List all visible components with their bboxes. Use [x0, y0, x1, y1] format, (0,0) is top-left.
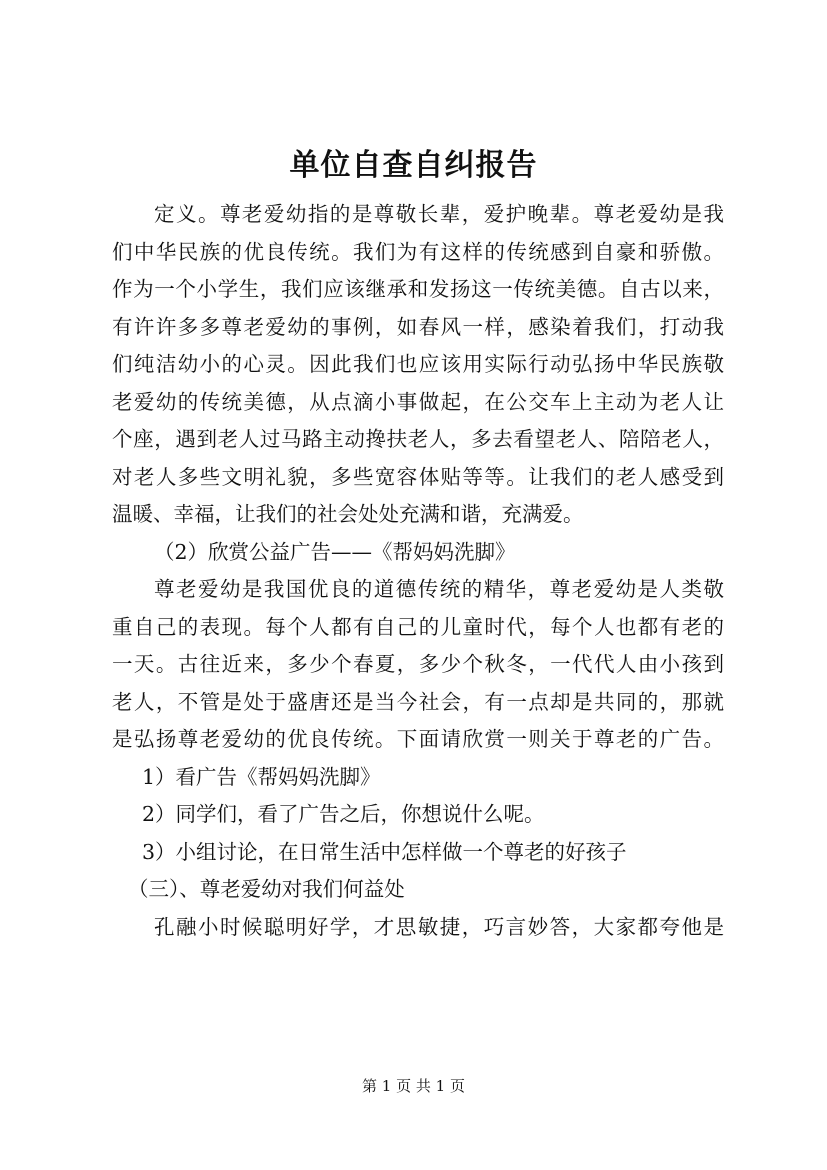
- body-line-4: 有许许多多尊老爱幼的事例，如春风一样，感染着我们，打动我: [112, 314, 724, 339]
- body-line-14: 老人，不管是处于盛唐还是当今社会，有一点却是共同的，那就: [112, 689, 724, 714]
- body-line-5: 们纯洁幼小的心灵。因此我们也应该用实际行动弘扬中华民族敬: [112, 352, 724, 376]
- document-body: [112, 196, 724, 946]
- body-line-7: 个座，遇到老人过马路主动搀扶老人，多去看望老人、陪陪老人，: [112, 427, 724, 451]
- body-line-2: 们中华民族的优良传统。我们为有这样的传统感到自豪和骄傲。: [112, 239, 724, 264]
- body-line-3: 作为一个小学生，我们应该继承和发扬这一传统美德。自古以来，: [112, 277, 724, 301]
- body-line-6: 老爱幼的传统美德，从点滴小事做起，在公交车上主动为老人让: [112, 389, 724, 414]
- list-item-2: 2）同学们，看了广告之后，你想说什么呢。: [142, 802, 545, 826]
- section-heading-3: （三）、尊老爱幼对我们何益处: [128, 877, 405, 901]
- body-line-13: 一天。古往近来，多少个春夏，多少个秋冬，一代代人由小孩到: [112, 652, 724, 676]
- list-item-3: 3）小组讨论，在日常生活中怎样做一个尊老的好孩子: [142, 839, 627, 864]
- document-title: 单位自查自纠报告: [289, 148, 538, 183]
- page-footer: 第 1 页 共 1 页: [362, 1077, 465, 1095]
- body-line-11: 尊老爱幼是我国优良的道德传统的精华，尊老爱幼是人类敬: [154, 577, 724, 601]
- body-line-15: 是弘扬尊老爱幼的优良传统。下面请欣赏一则关于尊老的广告。: [112, 727, 724, 751]
- body-line-12: 重自己的表现。每个人都有自己的儿童时代，每个人也都有老的: [112, 614, 724, 639]
- body-line-1: 定义。尊老爱幼指的是尊敬长辈，爱护晚辈。尊老爱幼是我: [154, 202, 724, 226]
- body-line-8: 对老人多些文明礼貌，多些宽容体贴等等。让我们的老人感受到: [112, 464, 724, 489]
- list-item-1: 1）看广告《帮妈妈洗脚》: [142, 764, 381, 789]
- body-line-9: 温暖、幸福，让我们的社会处处充满和谐，充满爱。: [112, 502, 584, 526]
- body-line-20: 孔融小时候聪明好学，才思敏捷，巧言妙答，大家都夸他是: [154, 914, 724, 939]
- section-heading-2: （2）欣赏公益广告——《帮妈妈洗脚》: [154, 539, 516, 564]
